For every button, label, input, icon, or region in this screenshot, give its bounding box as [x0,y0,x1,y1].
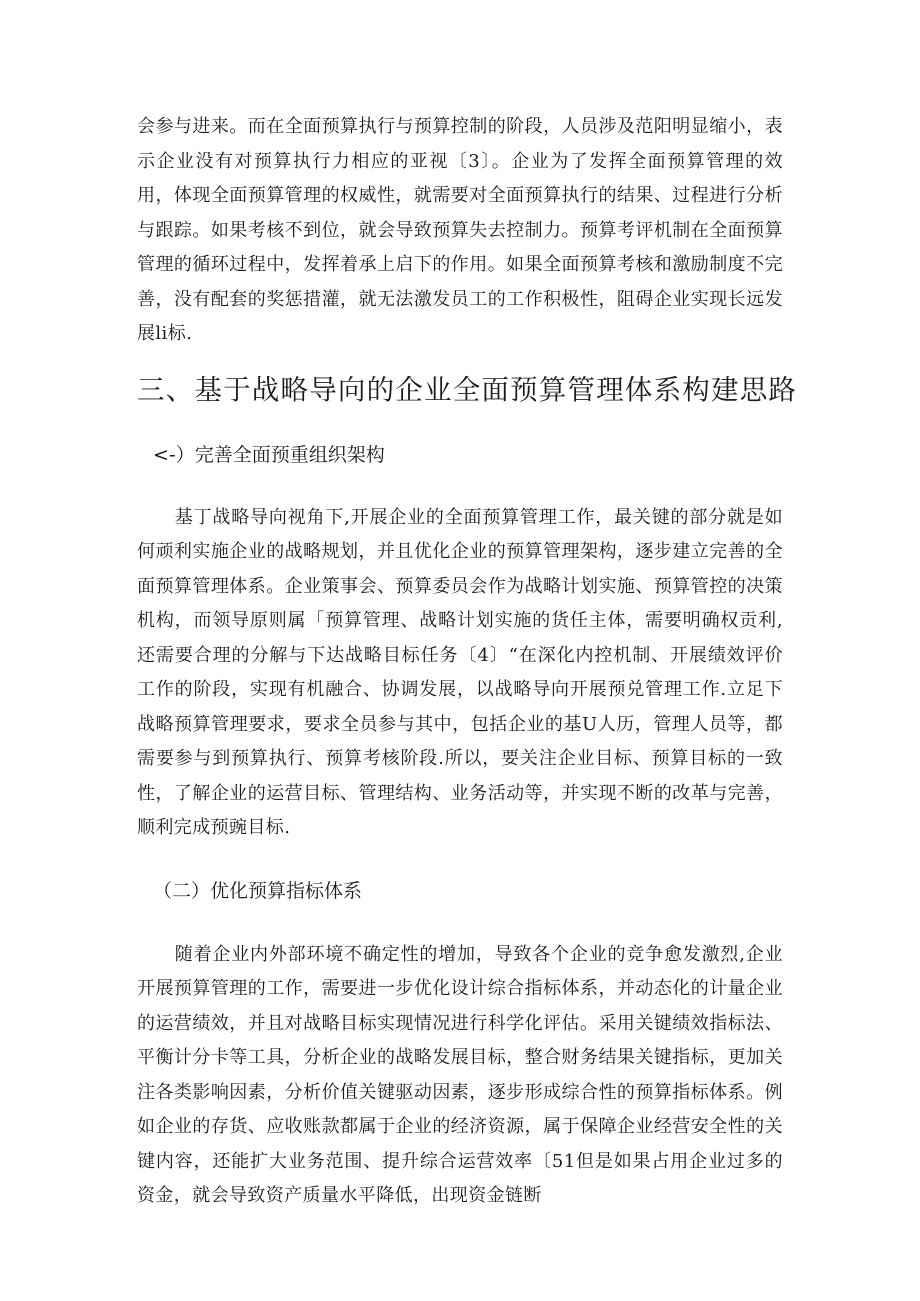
section-heading-3: 三、基于战略导向的企业全面预算管理体系构建思路 [137,373,798,406]
page-content [137,110,798,1214]
subsection-heading-1: <-）完善全面预重组织架构 [153,443,385,466]
body-paragraph-3: 随着企业内外部环境不确定性的增加，导致各个企业的竞争愈发激烈,企业开展预算管理的工作，需要进一步优化设计综合指标体系，并动态化的计量企业的运营绩效，并且对战略目标实现情况进行科学化评估。采用关键绩效指标法、平衡计分卡等工具，分析企业的战略发展目标，整合财务结果关键指标，更加关注各类影响因素，分析价值关键驱动因素，逐步形成综合性的预算指标体系。例如企业的存货、应收账款都属于企业的经济资源，属于保障企业经营安全性的关键内容，还能扩大业务范围、提升综合运营效率〔51但是如果占用企业过多的资金，就会导致资产质量水平降低，出现资金链断 [137,943,783,1206]
subsection-heading-2: （二）优化预算指标体系 [153,879,363,902]
body-paragraph-1: 会参与进来。而在全面预算执行与预算控制的阶段，人员涉及范阳明显缩小，表示企业没有对预算执行力相应的亚视〔3〕。企业为了发挥全面预算管理的效用，体现全面预算管理的权威性，就需要对全面预算执行的结果、过程进行分析与跟踪。如果考核不到位，就会导致预算失去控制力。预算考评机制在全面预算管理的循环过程中，发挥着承上启下的作用。如果全面预算考核和激励制度不完善，没有配套的奖惩措灌，就无法激发员工的工作积极性，阻碍企业实现长远发展li标. [137,116,783,344]
body-paragraph-2: 基丁战略导向视角下,开展企业的全面预算管理工作，最关键的部分就是如何顽利实施企业的战略规划，并且优化企业的预算管理架构，逐步建立完善的全面预算管理体系。企业策事会、预算委员会作为战略计划实施、预算管控的决策机构，而领导原则属「预算管理、战略计划实施的货任主体，需要明确权贡利,还需要合理的分解与下达战略目标任务〔4〕“在深化内控机制、开展绩效评价工作的阶段，实现有机融合、协调发展，以战略导向开展预兑管理工作.立足下战略预算管理要求，要求全员参与其中，包括企业的基U人历，管理人员等，都需要参与到预算执行、预算考核阶段.所以，要关注企业目标、预算目标的一致性，了解企业的运营目标、管理结构、业务活动等，并实现不断的改革与完善，顺利完成预豌目标. [137,506,783,838]
